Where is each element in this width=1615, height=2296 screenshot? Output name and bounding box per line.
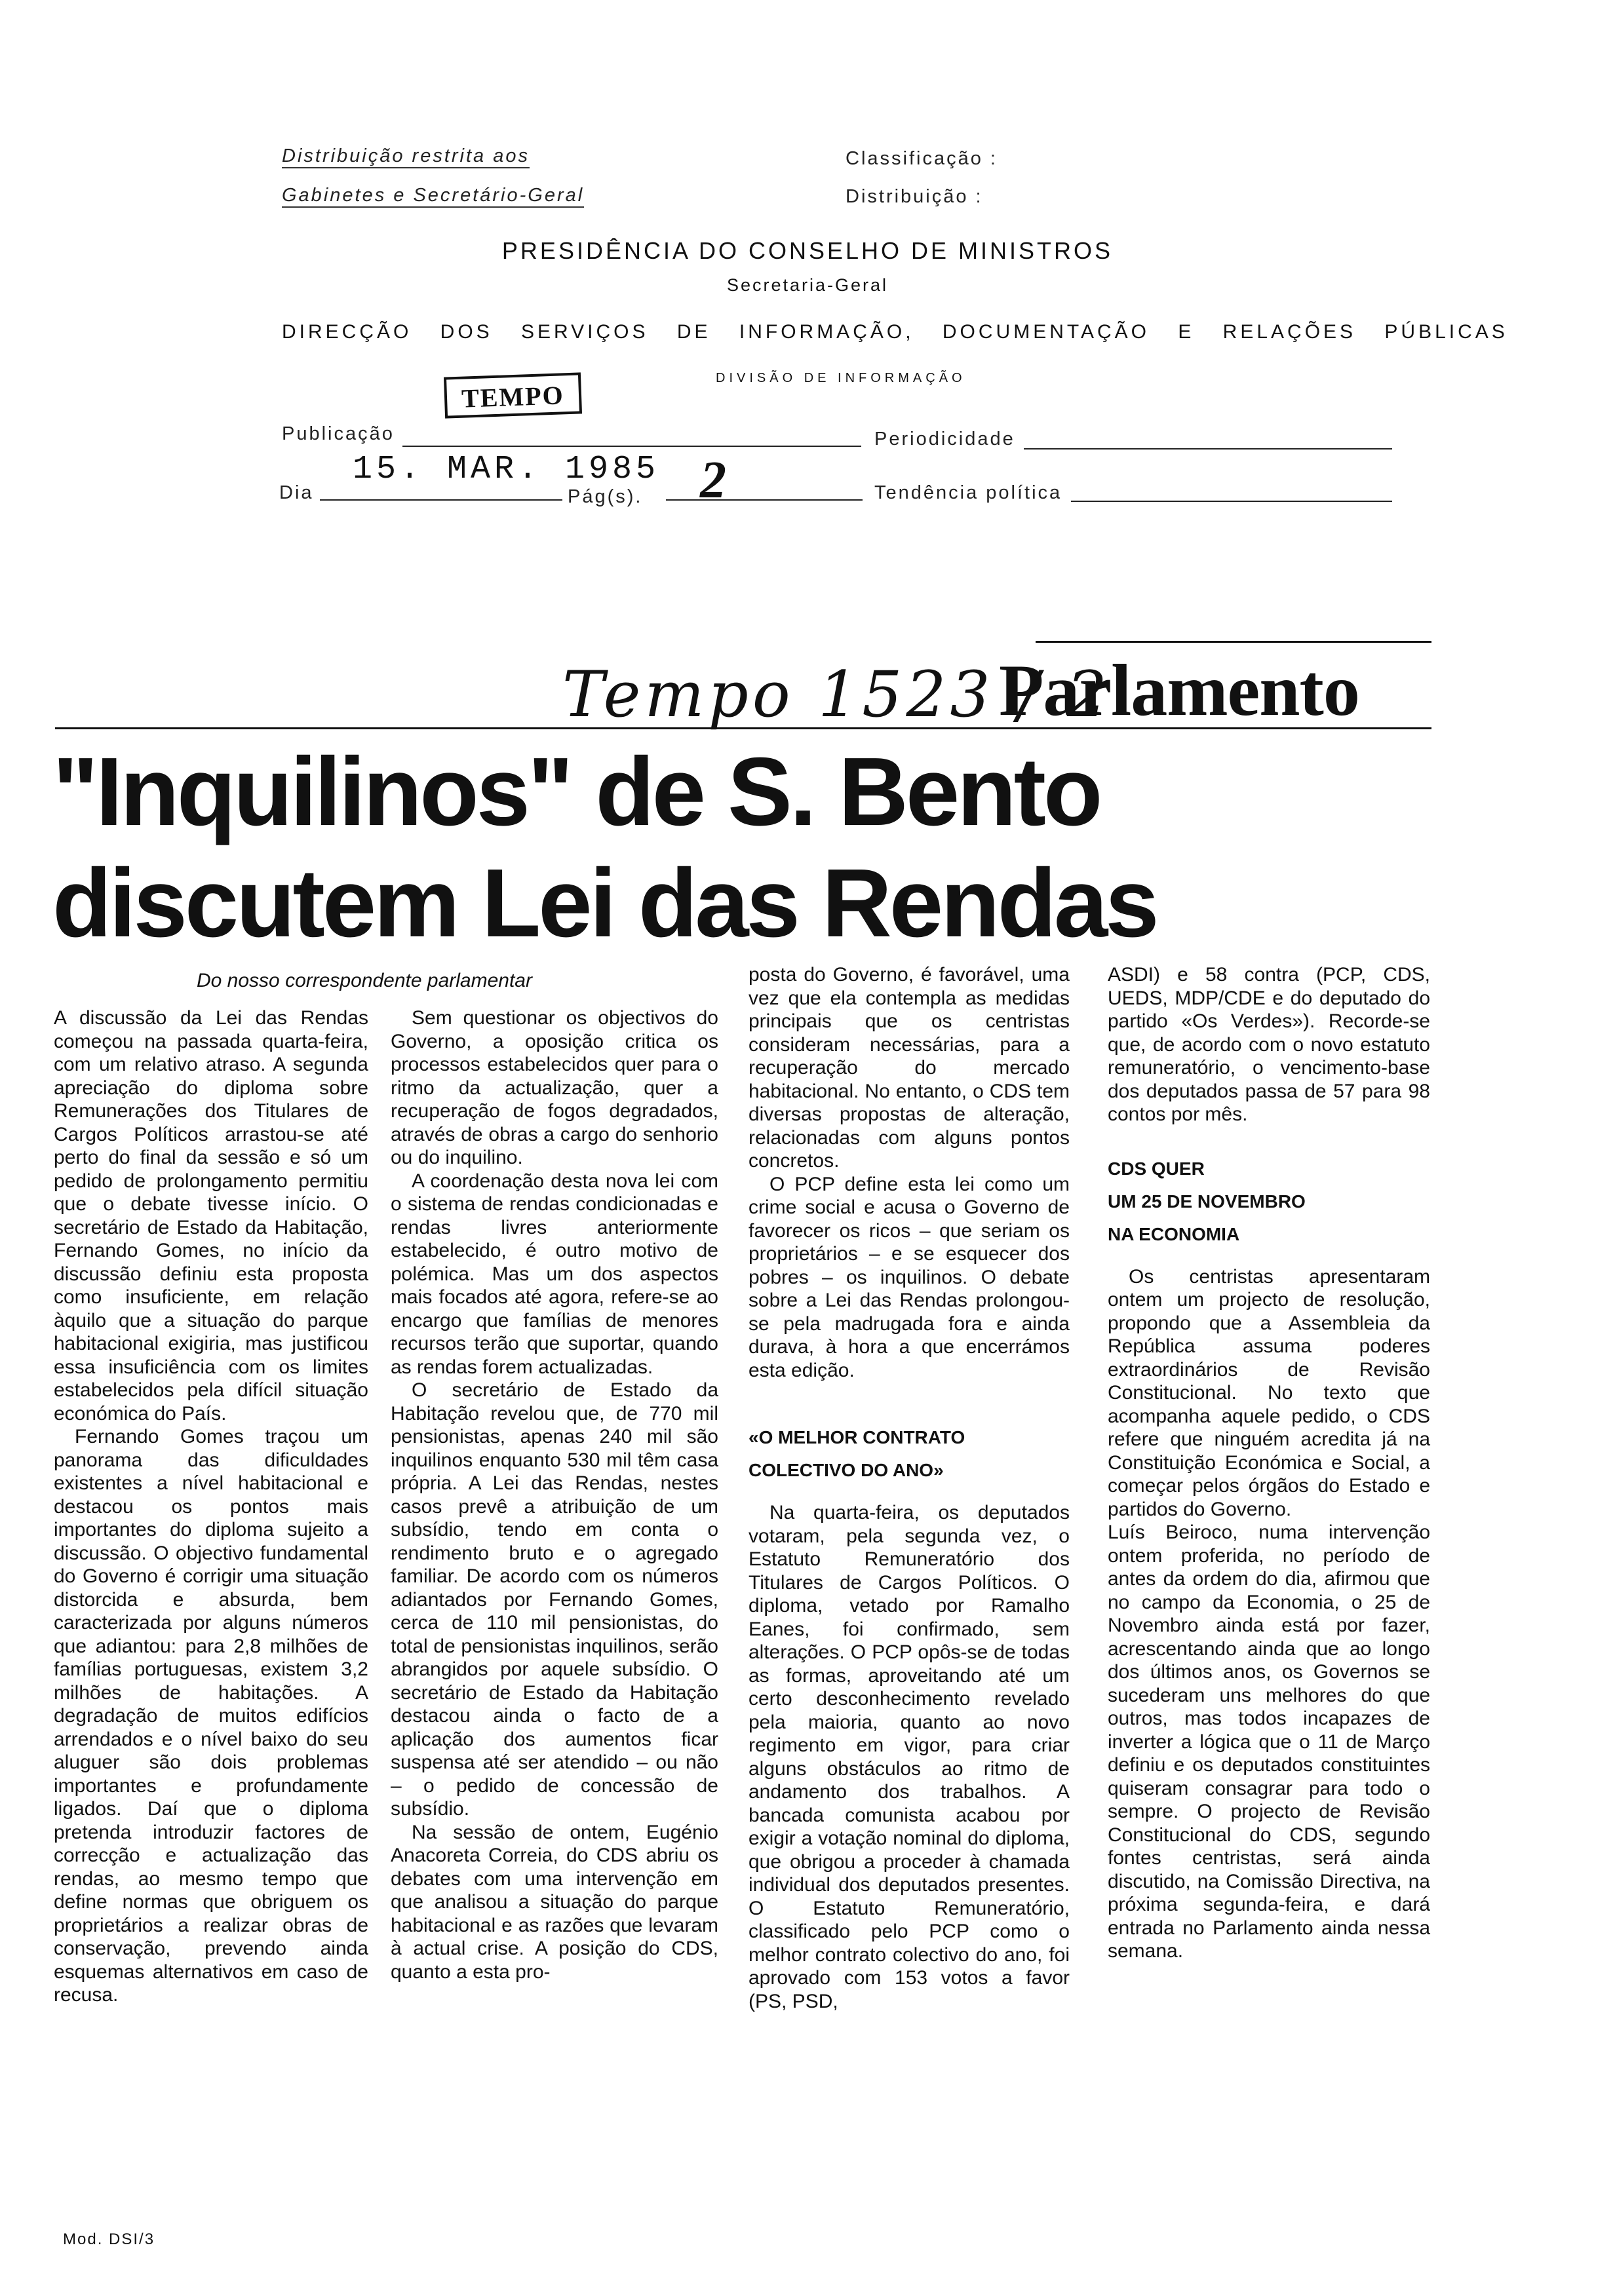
- col3-paragraph-1: posta do Governo, é favorável, uma vez que ela contempla as medidas principais que os centristas consideram necessárias, para a recuperação do mercado habitacional. No entanto, o CDS tem diversas propostas de alteração, relacionadas com alguns pontos concretos.: [749, 964, 1070, 1172]
- subheading-melhor-contrato: [749, 1421, 1070, 1487]
- article-column-3: [749, 963, 1070, 2013]
- pages-value: 2: [700, 451, 726, 509]
- section-top-rule: [1036, 641, 1431, 643]
- publication-label: Publicação: [282, 423, 395, 444]
- pages-line: [666, 499, 863, 501]
- newspaper-stamp: TEMPO: [444, 372, 582, 418]
- col2-paragraph-3: O secretário de Estado da Habitação revelou que, de 770 mil pensionistas, apenas 240 mil são inquilinos enquanto 530 mil têm casa própria. A Lei das Rendas, nestes casos prevê a atribuição de um subsídio, tendo em conta o rendimento bruto e o agregado familiar. De acordo com os números adiantados por Fernando Gomes, cerca de 110 mil pensionistas, do total de pensionistas inquilinos, serão abrangidos por aquele subsídio. O secretário de Estado da Habitação destacou ainda o facto de a aplicação dos aumentos ficar suspensa até ser atendido – ou não – o pedido de concessão de subsídio.: [391, 1379, 718, 1820]
- political-tendency-line: [1071, 501, 1392, 502]
- presidency-title: PRESIDÊNCIA DO CONSELHO DE MINISTROS: [501, 237, 1114, 264]
- periodicity-label: Periodicidade: [874, 429, 1015, 450]
- directorate-title: DIRECÇÃO DOS SERVIÇOS DE INFORMAÇÃO, DOCUMENTAÇÃO E RELAÇÕES PÚBLICAS: [282, 321, 1508, 343]
- political-tendency-label: Tendência política: [874, 482, 1062, 503]
- pages-label: Pág(s).: [568, 486, 643, 507]
- day-line: [320, 499, 562, 501]
- subheading-cds-quer-line1: CDS QUER: [1108, 1158, 1205, 1179]
- subheading-cds-quer-line2: UM 25 DE NOVEMBRO: [1108, 1191, 1306, 1212]
- col1-paragraph-1: A discussão da Lei das Rendas começou na passada quarta-feira, com um relativo atraso. A segunda apreciação do diploma sobre Remunerações dos Titulares de Cargos Políticos arrastou-se até perto do final da sessão e só um pedido de prolongamento permitiu que o debate tivesse início. O secretário de Estado da Habitação, Fernando Gomes, no início da discussão definiu esta proposta como insuficiente, em relação àquilo que a situação do parque habitacional exigiria, mas justificou essa insuficiência com os limites estabelecidos pela difícil situação económica do País.: [54, 1007, 368, 1425]
- subheading-melhor-contrato-line2: COLECTIVO DO ANO»: [749, 1460, 944, 1480]
- publication-line: [402, 446, 861, 447]
- subheading-cds-quer: [1108, 1153, 1430, 1251]
- article-column-4: [1108, 963, 1430, 1963]
- headline-line2: discutem Lei das Rendas: [52, 849, 1157, 957]
- col1-paragraph-2: Fernando Gomes traçou um panorama das dificuldades existentes a nível habitacional e destacou os pontos mais importantes do diploma sujeito a discussão. O objectivo fundamental do Governo é corrigir uma situação distorcida e absurda, bem caracterizada por alguns números que adiantou: para 2,8 milhões de famílias portuguesas, existem 3,2 milhões de habitações. A degradação de muitos edifícios arrendados e o nível baixo do seu aluguer são dois problemas importantes e profundamente ligados. Daí que o diploma pretenda introduzir factores de correcção e actualização das rendas, ao mesmo tempo que define normas que obriguem os proprietários a realizar obras de conservação, prevendo ainda esquemas alternativos em caso de recusa.: [54, 1426, 368, 2006]
- day-label: Dia: [279, 482, 314, 503]
- form-model-code: Mod. DSI/3: [63, 2230, 155, 2248]
- subheading-cds-quer-line3: NA ECONOMIA: [1108, 1223, 1240, 1244]
- article-column-2: [391, 1006, 718, 1983]
- headline-line1: "Inquilinos" de S. Bento: [52, 738, 1100, 846]
- classification-label: Classificação :: [846, 148, 998, 169]
- secretariat-title: Secretaria-Geral: [726, 275, 889, 295]
- col3-paragraph-3: Na quarta-feira, os deputados votaram, pela segunda vez, o Estatuto Remuneratório dos Titulares de Cargos Políticos. O diploma, vetado por Ramalho Eanes, foi confirmado, sem alterações. O PCP opôs-se de todas as formas, aproveitando até um certo desconhecimento revelado pela maioria, quanto ao novo regimento em vigor, para criar alguns obstáculos ao ritmo de andamento dos trabalhos. A bancada comunista acabou por exigir a votação nominal do diploma, que obrigou a proceder à chamada individual dos deputados presentes. O Estatuto Remuneratório, classificado pelo PCP como o melhor contrato colectivo do ano, foi aprovado com 153 votos a favor (PS, PSD,: [749, 1502, 1070, 2012]
- distribution-label: Distribuição :: [846, 186, 983, 207]
- byline: Do nosso correspondente parlamentar: [197, 970, 532, 991]
- col4-paragraph-1: ASDI) e 58 contra (PCP, CDS, UEDS, MDP/CDE e do deputado do partido «Os Verdes»). Recorde-se que, de acordo com o novo estatuto remuneratório, o vencimento-base dos deputados passa de 57 para 98 contos por mês.: [1108, 964, 1430, 1125]
- section-heading: Parlamento: [999, 650, 1359, 731]
- distribution-restriction-line2: Gabinetes e Secretário-Geral: [282, 185, 584, 208]
- col4-paragraph-3: Luís Beiroco, numa intervenção ontem proferida, no período de antes da ordem do dia, afirmou que no campo da Economia, o 25 de Novembro ainda está por fazer, acrescentando ainda que ao longo dos últimos anos, os Governos se sucederam uns melhores do que outros, mas todos incapazes de inverter a lógica que o 11 de Março definiu e os deputados constituintes quiseram consagrar para todo o sempre. O projecto de Revisão Constitucional do CDS, segundo fontes centristas, será ainda discutido, na Comissão Directiva, na próxima segunda-feira, e dará entrada no Parlamento ainda nessa semana.: [1108, 1521, 1430, 1962]
- subheading-melhor-contrato-line1: «O MELHOR CONTRATO: [749, 1427, 965, 1447]
- col2-paragraph-2: A coordenação desta nova lei com o sistema de rendas condicionadas e rendas livres anteriormente estabelecido, é outro motivo de polémica. Mas um dos aspectos mais focados até agora, refere-se ao encargo que famílias de menores recursos terão que suportar, quando as rendas forem actualizadas.: [391, 1170, 718, 1378]
- col4-paragraph-2: Os centristas apresentaram ontem um projecto de resolução, propondo que a Assembleia da República assuma poderes extraordinários de Revisão Constitucional. No texto que acompanha aquele pedido, o CDS refere que ninguém acredita já na Constituição Económica e Social, a começar pelos órgãos do Estado e partidos do Governo.: [1108, 1265, 1430, 1520]
- col3-paragraph-2: O PCP define esta lei como um crime social e acusa o Governo de favorecer os ricos – que seriam os proprietários – e se esquecer dos pobres – os inquilinos. O debate sobre a Lei das Rendas prolongou-se pela madrugada fora e ainda durava, à hora a que encerrámos esta edição.: [749, 1173, 1070, 1381]
- article-column-1: [54, 1006, 368, 2007]
- division-title: DIVISÃO DE INFORMAÇÃO: [716, 371, 966, 385]
- date-stamp: 15. MAR. 1985: [353, 451, 660, 488]
- periodicity-line: [1024, 448, 1392, 450]
- section-bottom-rule: [55, 727, 1431, 729]
- col2-paragraph-1: Sem questionar os objectivos do Governo, a oposição critica os processos estabelecidos quer para o ritmo da actualização, quer a recuperação de fogos degradados, através de obras a cargo do senhorio ou do inquilino.: [391, 1007, 718, 1168]
- handwritten-reference: Tempo 1523 / 2: [562, 658, 1111, 731]
- distribution-restriction-line1: Distribuição restrita aos: [282, 145, 530, 168]
- col2-paragraph-4: Na sessão de ontem, Eugénio Anacoreta Correia, do CDS abriu os debates com uma intervenção em que analisou a situação do parque habitacional e as razões que levaram à actual crise. A posição do CDS, quanto a esta pro-: [391, 1821, 718, 1983]
